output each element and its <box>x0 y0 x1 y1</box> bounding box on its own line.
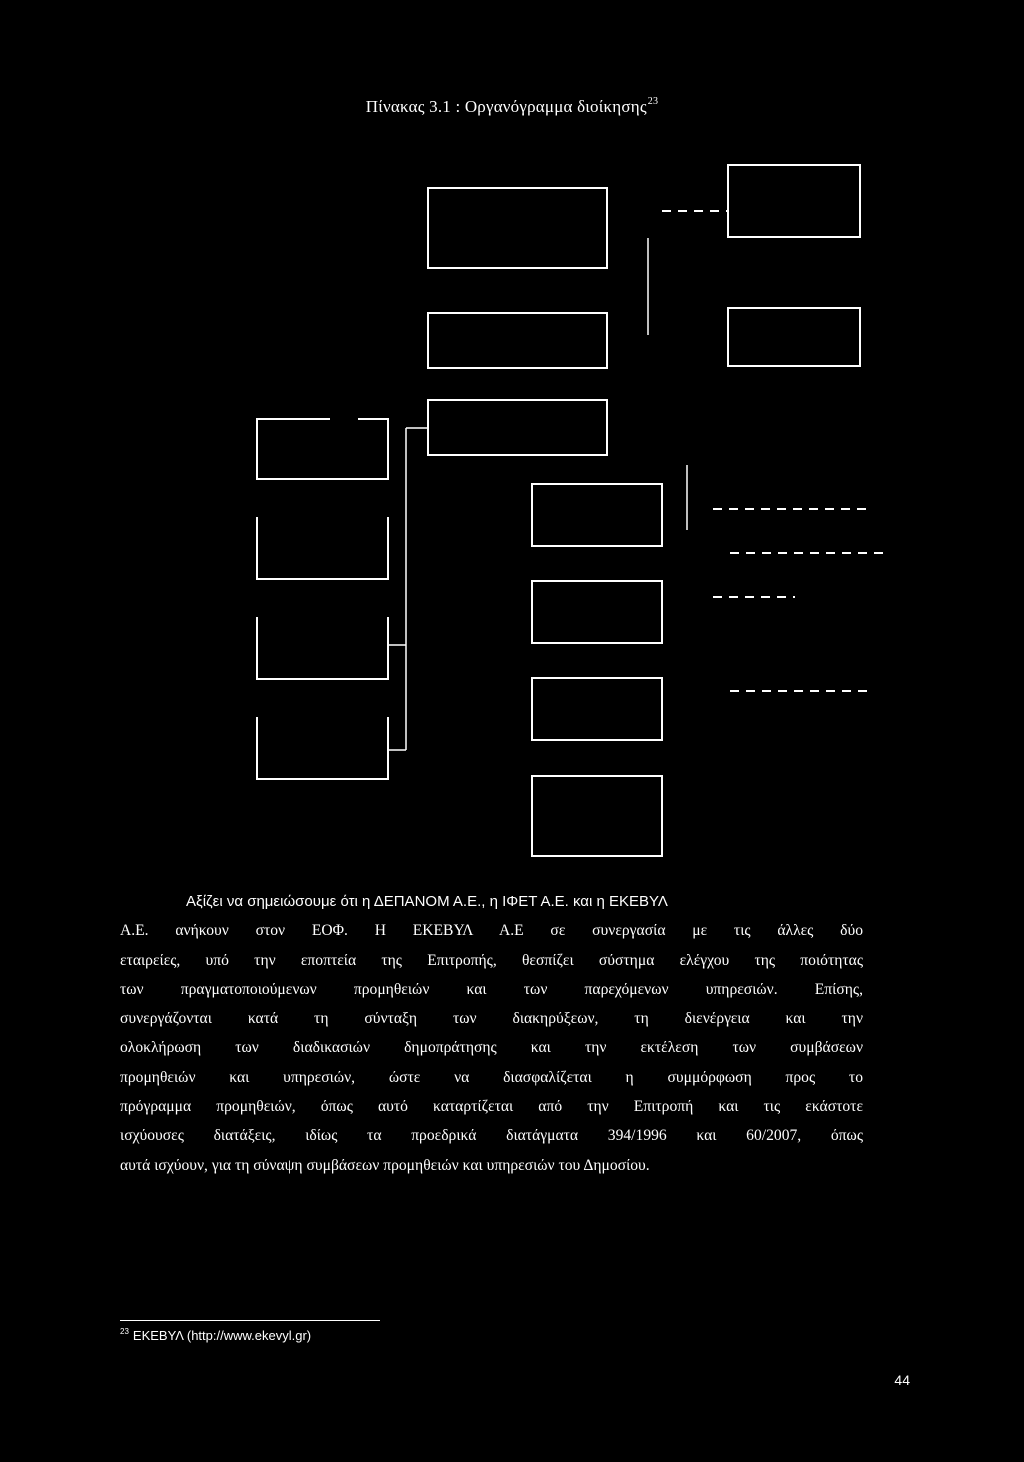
org-box <box>257 717 388 779</box>
org-box <box>728 165 860 237</box>
body-line: αυτά ισχύουν, για τη σύναψη συμβάσεων προμηθειών και υπηρεσιών του Δημοσίου. <box>120 1156 650 1174</box>
footnote-divider <box>120 1320 380 1321</box>
footnote <box>120 1327 311 1343</box>
org-box <box>428 313 607 368</box>
org-box <box>532 484 662 546</box>
body-line: ισχύουσες διατάξεις, ιδίως τα προεδρικά διατάγματα 394/1996 και 60/2007, όπως <box>120 1127 863 1145</box>
footnote-number: 23 <box>120 1327 129 1336</box>
page-number: 44 <box>894 1372 910 1388</box>
body-line: εταιρείες, υπό την εποπτεία της Επιτροπής, θεσπίζει σύστημα ελέγχου της ποιότητας <box>120 951 863 969</box>
org-box <box>428 188 607 268</box>
org-box <box>532 678 662 740</box>
body-line: πρόγραμμα προμηθειών, όπως αυτό καταρτίζεται από την Επιτροπή και τις εκάστοτε <box>120 1098 863 1116</box>
org-box <box>532 581 662 643</box>
org-box <box>532 776 662 856</box>
body-line: προμηθειών και υπηρεσιών, ώστε να διασφαλίζεται η συμμόρφωση προς το <box>120 1068 863 1086</box>
table-title-text: Πίνακας 3.1 : Οργανόγραμμα διοίκησης <box>365 97 647 116</box>
org-box <box>257 517 388 579</box>
body-line: των πραγματοποιούμενων προμηθειών και των παρεχόμενων υπηρεσιών. Επίσης, <box>120 980 863 998</box>
body-line: ολοκλήρωση των διαδικασιών δημοπράτησης και την εκτέλεση των συμβάσεων <box>120 1039 863 1057</box>
body-line: Α.Ε. ανήκουν στον ΕΟΦ. Η ΕΚΕΒΥΛ Α.Ε σε συνεργασία με τις άλλες δύο <box>120 922 863 940</box>
org-box <box>728 308 860 366</box>
org-box <box>428 400 607 455</box>
body-paragraph <box>120 887 863 1180</box>
footnote-text: ΕΚΕΒΥΛ (http://www.ekevyl.gr) <box>132 1328 312 1343</box>
body-line: συνεργάζονται κατά τη σύνταξη των διακηρύξεων, τη διενέργεια και την <box>120 1010 863 1028</box>
org-box <box>257 419 388 479</box>
org-box <box>257 617 388 679</box>
footnote-reference: 23 <box>647 96 659 107</box>
body-line: Αξίζει να σημειώσουμε ότι η ΔΕΠΑΝΟΜ Α.Ε., η ΙΦΕΤ Α.Ε. και η ΕΚΕΒΥΛ <box>186 893 668 910</box>
